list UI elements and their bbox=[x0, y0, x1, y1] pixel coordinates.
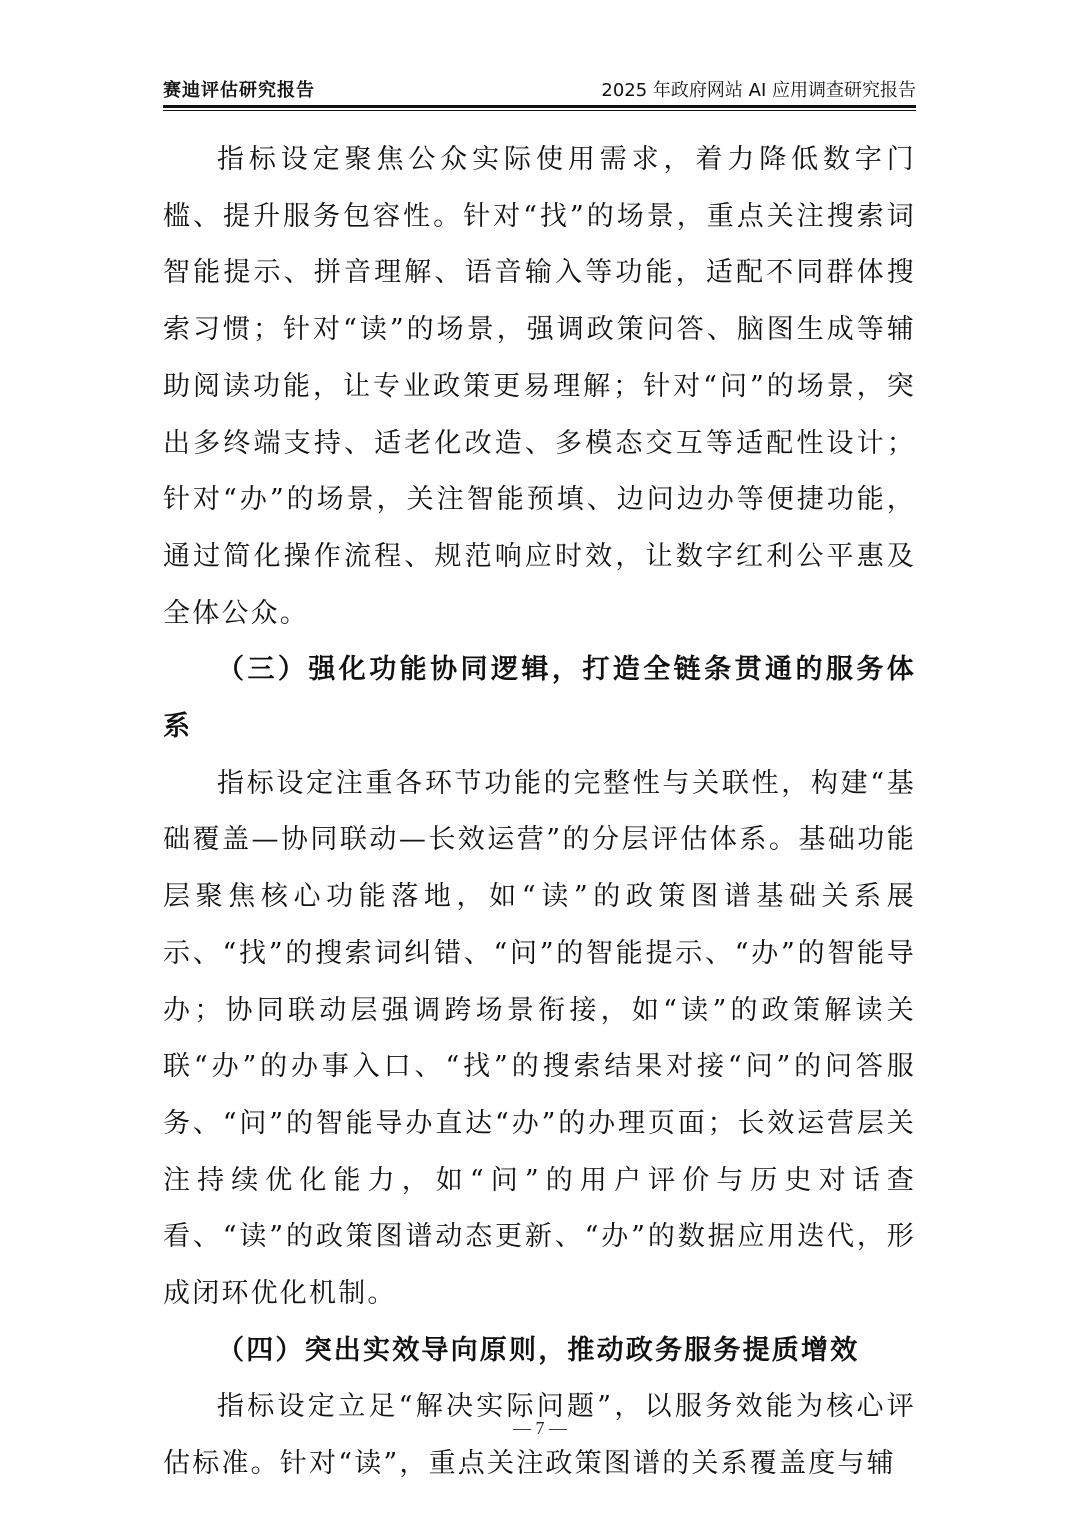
page-header bbox=[163, 76, 916, 102]
page-number: — 7 — bbox=[513, 1418, 567, 1438]
header-rule-thin bbox=[163, 110, 916, 111]
header-right-title: 2025 年政府网站 AI 应用调查研究报告 bbox=[601, 80, 916, 101]
paragraph-3: 指标设定立足“解决实际问题”，以服务效能为核心评估标准。针对“读”，重点关注政策图谱的关系覆盖度与辅 bbox=[163, 1391, 916, 1480]
section-heading-4: （四）突出实效导向原则，推动政务服务提质增效 bbox=[217, 1334, 860, 1366]
body-text bbox=[163, 132, 916, 1493]
header-left-title: 赛迪评估研究报告 bbox=[163, 80, 315, 101]
paragraph-1: 指标设定聚焦公众实际使用需求，着力降低数字门槛、提升服务包容性。针对“找”的场景，重点关注搜索词智能提示、拼音理解、语音输入等功能，适配不同群体搜索习惯；针对“读”的场景，强调政策问答、脑图生成等辅助阅读功能，让专业政策更易理解；针对“问”的场景，突出多终端支持、适老化改造、多模态交互等适配性设计；针对“办”的场景，关注智能预填、边问边办等便捷功能，通过简化操作流程、规范响应时效，让数字红利公平惠及全体公众。 bbox=[163, 144, 916, 629]
paragraph-2: 指标设定注重各环节功能的完整性与关联性，构建“基础覆盖—协同联动—长效运营”的分层评估体系。基础功能层聚焦核心功能落地，如“读”的政策图谱基础关系展示、“找”的搜索词纠错、“问”的智能提示、“办”的智能导办；协同联动层强调跨场景衔接，如“读”的政策解读关联“办”的办事入口、“找”的搜索结果对接“问”的问答服务、“问”的智能导办直达“办”的办理页面；长效运营层关注持续优化能力，如“问”的用户评价与历史对话查看、“读”的政策图谱动态更新、“办”的数据应用迭代，形成闭环优化机制。 bbox=[163, 767, 916, 1310]
header-rule-thick bbox=[163, 105, 916, 108]
section-heading-3: （三）强化功能协同逻辑，打造全链条贯通的服务体系 bbox=[163, 654, 916, 743]
